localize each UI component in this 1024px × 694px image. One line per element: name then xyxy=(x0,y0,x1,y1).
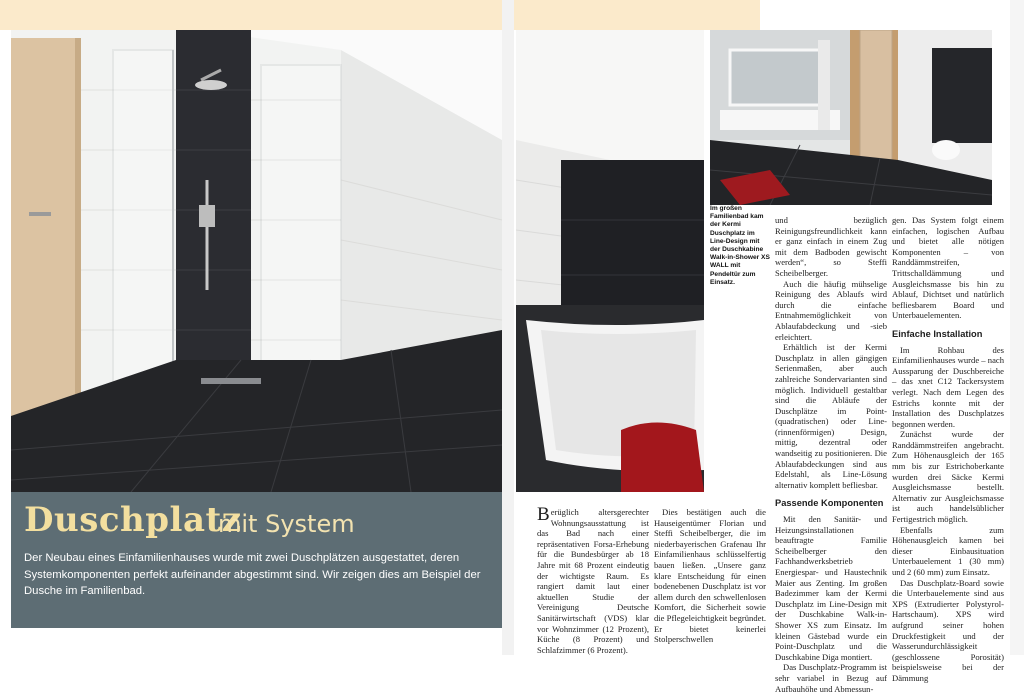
page-edge xyxy=(1010,0,1024,655)
drop-cap: B xyxy=(537,504,550,525)
header-strip-left xyxy=(0,0,502,30)
paragraph: Im Rohbau des Einfamilienhauses wurde – nach Aussparung der Duschbereiche – das xnet C12 Tackersystem verlegt. Nach dem Legen des Estrichs konnte mit der Installation des Duschplatzes begonnen werden. xyxy=(892,344,1004,429)
article-title-sub: mit System xyxy=(218,510,355,538)
paragraph: Dies bestätigen auch die Hauseigentümer Florian und Steffi Scheibelberger, die im niederbayerischen Grafenau Ihr Einfamilienhaus schlüsselfertig bauen ließen. „Unsere ganz klare Entscheidung für einen bodenebenen Duschplatz ist vor allem durch den schwellenlosen Komfort, die Sicherheit sowie die Pflegeleichtigkeit begründet. Er bietet keinerlei Stolperschwellen xyxy=(654,507,766,645)
bathtub-photo xyxy=(516,30,704,492)
paragraph: Zunächst wurde der Randdämmstreifen angebracht. Zum Höhenausgleich der 165 mm bis zur Estrichoberkante wurden drei Säcke Kermi Ausgleichsmasse bestellt. Alternativ zur Ausgleichsmasse ist auch handelsüblicher Fertigestrich möglich. xyxy=(892,429,1004,525)
article-title: Duschplatz xyxy=(24,500,242,540)
section-heading: Passende Komponenten xyxy=(775,498,884,509)
paragraph: gen. Das System folgt einem einfachen, logischen Aufbau und bietet alle nötigen Komponenten – von Randdämmstreifen, Trittschalldämmung und Ausgleichsmasse bis hin zu Ablauf, Dichtset und natürlich befliesbarem Board und Unterbauelementen. xyxy=(892,215,1004,321)
section-heading: Einfache Installation xyxy=(892,328,983,339)
page-gutter xyxy=(502,0,514,655)
paragraph: und bezüglich Reinigungsfreundlichkeit kann er ganz einfach in einem Zug mit dem Badboden gewischt werden“, so Steffi Scheibelberger. xyxy=(775,215,887,278)
text-column-1 xyxy=(537,504,649,655)
paragraph: Mit den Sanitär- und Heizungsinstallationen beauftragte Familie Scheibelberger den Fachhandwerksbetrieb Energiespar- und Haustechnik Maier aus Zenting. Im großen Badezimmer kam der Kermi Duschplatz im Line-Design mit der Duschkabine Walk-in-Shower XS zum Einsatz. Im kleinen Gästebad wurde ein Point-Duschplatz und die Duschkabine Diga montiert. xyxy=(775,514,887,662)
article-lead: Der Neubau eines Einfamilienhauses wurde mit zwei Duschplätzen ausgestattet, deren Systemkomponenten perfekt aufeinander abgestimmt sind. Wir zeigen dies am Beispiel der Dusche im Familienbad. xyxy=(24,552,481,597)
paragraph: Ebenfalls zum Höhenausgleich kamen bei dieser Einbausituation Unterbauelement 1 (30 mm) und 2 (60 mm) zum Einsatz. xyxy=(892,524,1004,577)
paragraph: Auch die häufig mühselige Reinigung des Ablaufs wird durch die einfache Entnahmemöglichkeit von Ablaufabdeckung und -sieb erleichtert. xyxy=(775,278,887,342)
text-column-4 xyxy=(892,215,1004,684)
text-column-2 xyxy=(654,507,766,645)
header-strip-right xyxy=(514,0,760,30)
paragraph: erüglich altersgerechter Wohnungsausstattung ist das Bad nach einer repräsentativen Forsa-Erhebung für die Bundesbürger ab 18 Jahre mit 68 Prozent eindeutig der wichtigste Raum. Es rangiert damit laut einer aktuellen Studie der Vereinigung Deutsche Sanitärwirtschaft (VDS) klar vor Wohnzimmer (12 Prozent), Küche (8 Prozent) und Schlafzimmer (6 Prozent). xyxy=(537,507,649,655)
paragraph: Erhältlich ist der Kermi Duschplatz in allen gängigen Serienmaßen, aber auch zahlreiche Sondervarianten sind möglich. Individuell gestaltbar sind die Abläufe der Duschplätze im Point- (quadratischen) oder Line- (rinnenförmigen) Design, mittig, dezentral oder wandseitig zu positionieren. Die Ablaufabdeckungen sind aus Edelstahl, als Line-Lösung alternativ komplett befliesbar. xyxy=(775,342,887,490)
photo-caption: Im großen Familienbad kam der Kermi Duschplatz im Line-Design mit der Duschkabine Walk-in-Shower XS WALL mit Pendeltür zum Einsatz. xyxy=(710,205,770,286)
text-column-3 xyxy=(775,215,887,694)
bathroom-overview-photo xyxy=(710,30,992,205)
paragraph: Das Duschplatz-Programm ist sehr variabel in Bezug auf Aufbauhöhe und Abmessun- xyxy=(775,662,887,694)
shower-photo xyxy=(11,30,502,492)
paragraph: Das Duschplatz-Board sowie die Unterbauelemente sind aus XPS (Extrudierter Polystyrol-Hartschaum). XPS wird aufgrund seiner hohen Druckfestigkeit und der Wasserundurchlässigkeit (geschlossene Porosität) beispielsweise bei der Dämmung xyxy=(892,577,1004,683)
